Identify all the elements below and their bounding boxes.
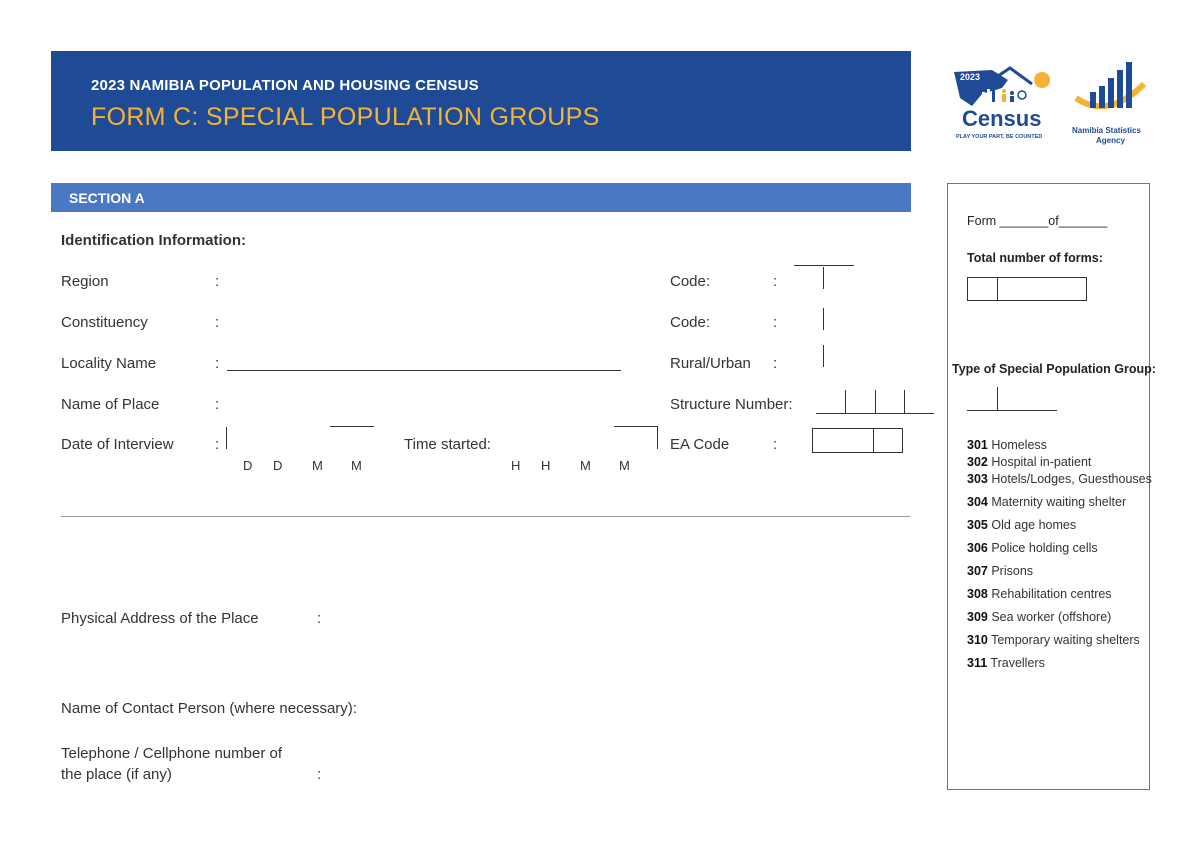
group-code-item: 303 Hotels/Lodges, Guesthouses: [967, 472, 1152, 486]
constituency-code-label: Code:: [670, 314, 711, 331]
rural-urban-colon: :: [773, 355, 778, 372]
census-title: 2023 NAMIBIA POPULATION AND HOUSING CENSUS: [91, 77, 479, 94]
region-field[interactable]: [225, 268, 625, 294]
locality-label: Locality Name: [61, 355, 157, 372]
ea-code-divider: [873, 428, 874, 453]
region-code-label: Code:: [670, 273, 711, 290]
identification-heading: Identification Information:: [61, 232, 246, 249]
region-label: Region: [61, 273, 109, 290]
locality-underline: [227, 370, 621, 371]
type-group-title: Type of Special Population Group:: [952, 362, 1156, 376]
telephone-colon: :: [317, 766, 322, 783]
constituency-colon: :: [215, 314, 220, 331]
ea-code-label: EA Code: [670, 436, 730, 453]
type-group-input[interactable]: [967, 386, 1057, 411]
date-sub-m2: M: [351, 458, 362, 473]
ea-code-input[interactable]: [812, 428, 903, 453]
place-name-label: Name of Place: [61, 396, 160, 413]
time-sub-h1: H: [511, 458, 521, 473]
rural-urban-input[interactable]: [794, 344, 854, 368]
group-code-item: 310 Temporary waiting shelters: [967, 633, 1140, 647]
place-name-colon: :: [215, 396, 220, 413]
telephone-label-line2: the place (if any): [61, 766, 172, 783]
group-code-item: 304 Maternity waiting shelter: [967, 495, 1127, 509]
place-name-field[interactable]: [225, 391, 625, 417]
nsa-name-line1: Namibia Statistics: [1072, 126, 1141, 135]
section-a-bar: [51, 183, 911, 212]
time-started-input[interactable]: [505, 426, 658, 450]
structure-number-underline: [816, 413, 934, 414]
census-year: 2023: [960, 72, 981, 82]
date-of-interview-label: Date of Interview: [61, 436, 174, 453]
region-code-colon: :: [773, 273, 778, 290]
nsa-name-line2: Agency: [1096, 136, 1125, 145]
nsa-logo: [1068, 58, 1152, 148]
census-logo: [952, 58, 1062, 148]
census-word: Census: [962, 106, 1042, 131]
form-of-label: Form _______of_______: [967, 214, 1108, 228]
contact-person-label: Name of Contact Person (where necessary):: [61, 700, 357, 717]
group-code-item: 308 Rehabilitation centres: [967, 587, 1112, 601]
telephone-label-line1: Telephone / Cellphone number of: [61, 745, 282, 762]
contact-person-field[interactable]: [395, 692, 910, 720]
ea-code-colon: :: [773, 436, 778, 453]
form-title: FORM C: SPECIAL POPULATION GROUPS: [91, 103, 600, 131]
locality-field[interactable]: [227, 348, 621, 370]
structure-number-input[interactable]: [816, 389, 934, 413]
constituency-label: Constituency: [61, 314, 148, 331]
constituency-code-input[interactable]: [794, 307, 854, 331]
region-colon: :: [215, 273, 220, 290]
group-code-item: 311 Travellers: [967, 656, 1045, 670]
date-sub-d1: D: [243, 458, 253, 473]
time-sub-m2: M: [619, 458, 630, 473]
physical-address-colon: :: [317, 610, 322, 627]
physical-address-field[interactable]: [330, 600, 910, 630]
rural-urban-label: Rural/Urban: [670, 355, 751, 372]
group-code-item: 301 Homeless: [967, 438, 1047, 452]
telephone-field[interactable]: [330, 756, 910, 786]
census-slogan: PLAY YOUR PART, BE COUNTED: [956, 134, 1043, 140]
constituency-field[interactable]: [225, 309, 625, 335]
constituency-code-colon: :: [773, 314, 778, 331]
locality-colon: :: [215, 355, 220, 372]
group-code-item: 309 Sea worker (offshore): [967, 610, 1112, 624]
date-sub-m1: M: [312, 458, 323, 473]
group-code-item: 302 Hospital in-patient: [967, 455, 1092, 469]
header-banner: [51, 51, 911, 151]
time-sub-m1: M: [580, 458, 591, 473]
date-input[interactable]: [226, 426, 376, 450]
form-info-panel: [947, 183, 1156, 790]
date-sub-d2: D: [273, 458, 283, 473]
structure-number-label: Structure Number:: [670, 396, 793, 413]
total-forms-label: Total number of forms:: [967, 251, 1103, 265]
date-colon: :: [215, 436, 220, 453]
physical-address-label: Physical Address of the Place: [61, 610, 259, 627]
section-title: SECTION A: [69, 190, 145, 206]
total-forms-input[interactable]: [967, 277, 1087, 301]
group-code-item: 307 Prisons: [967, 564, 1034, 578]
time-started-label: Time started:: [404, 436, 491, 453]
total-forms-divider: [997, 277, 998, 301]
group-code-item: 306 Police holding cells: [967, 541, 1098, 555]
region-code-input[interactable]: [794, 266, 854, 290]
section-divider: [61, 516, 910, 517]
time-sub-h2: H: [541, 458, 551, 473]
group-code-item: 305 Old age homes: [967, 518, 1077, 532]
